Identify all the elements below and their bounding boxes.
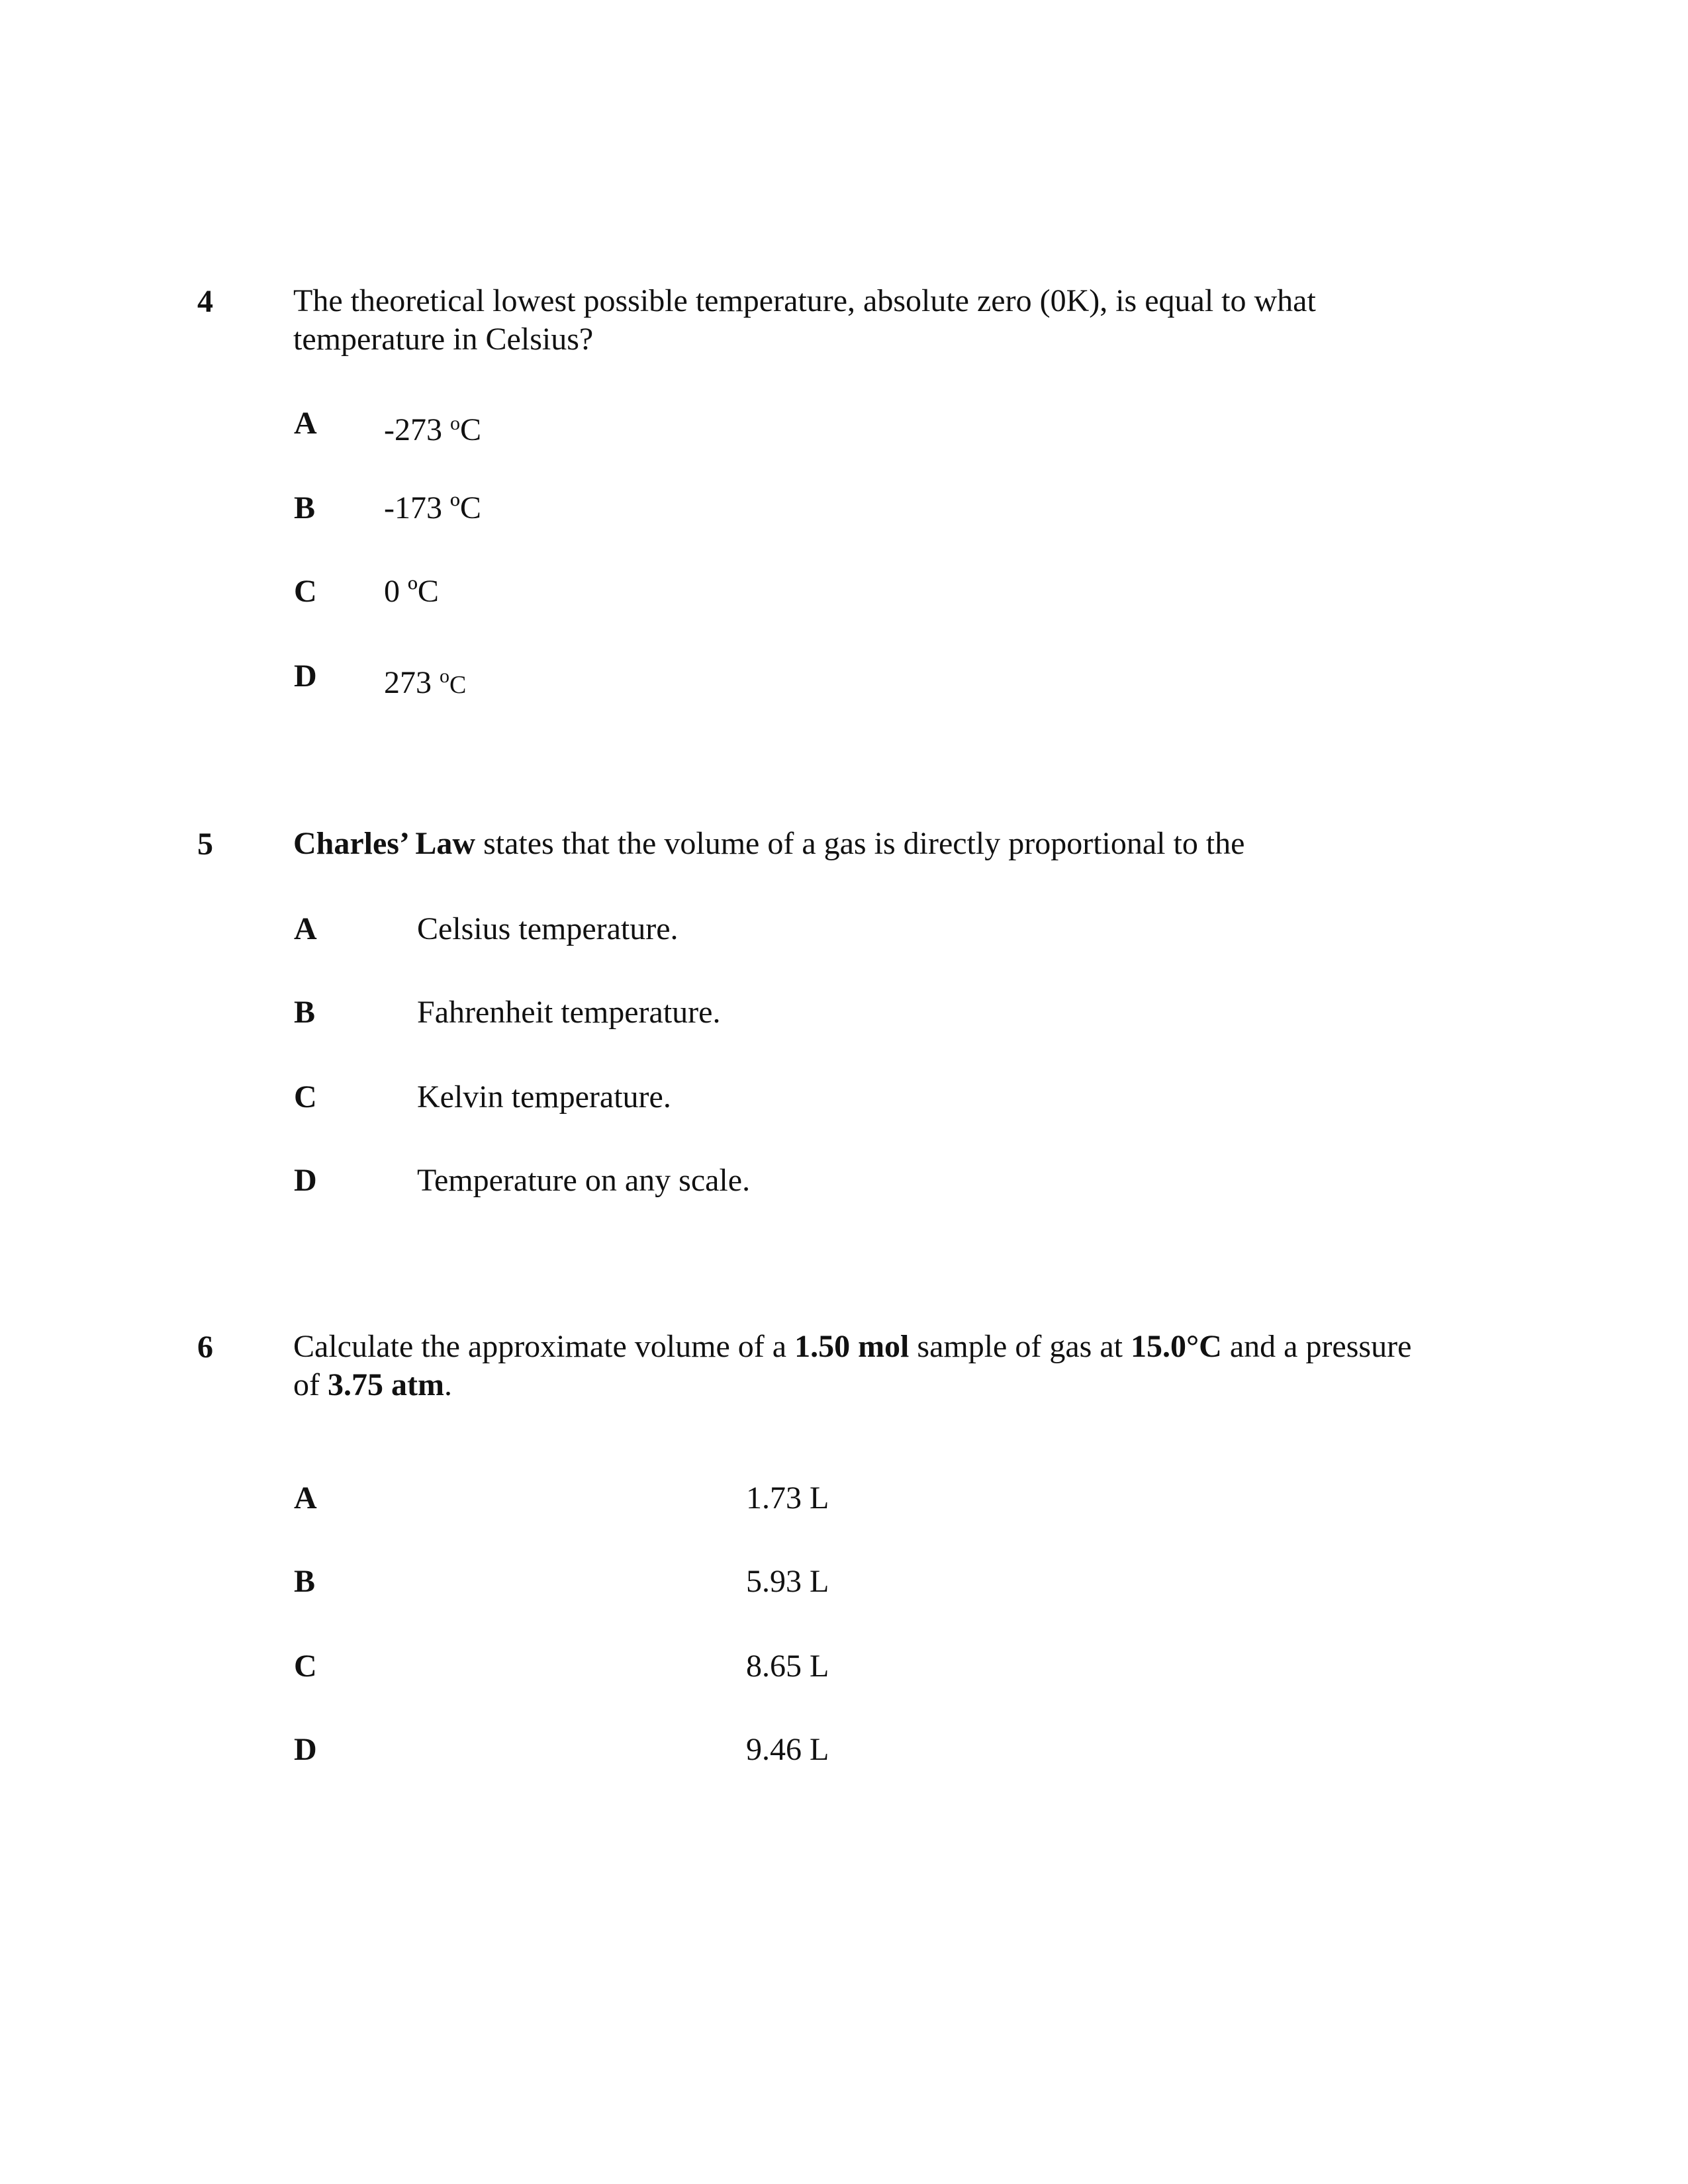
- question-4-option-d-text: [384, 658, 466, 704]
- question-4-number: 4: [197, 284, 213, 319]
- stem-bold-temperature: 15.0°C: [1130, 1329, 1222, 1364]
- option-unit: C: [459, 412, 481, 447]
- question-4-stem-line-2: temperature in Celsius?: [293, 322, 594, 357]
- stem-bold-moles: 1.50 mol: [794, 1329, 910, 1364]
- question-4-stem-line-1: The theoretical lowest possible temperature, absolute zero (0K), is equal to what: [293, 283, 1316, 318]
- question-4-option-a-letter: A: [294, 406, 317, 441]
- option-value: 273: [384, 665, 440, 700]
- question-6-number: 6: [197, 1330, 213, 1365]
- question-5-option-b-text: Fahrenheit temperature.: [417, 995, 721, 1030]
- question-6-option-d-text: 9.46 L: [746, 1732, 829, 1767]
- question-4-stem: [293, 282, 1316, 359]
- question-5-option-d-text: Temperature on any scale.: [417, 1163, 751, 1198]
- option-value: -273: [384, 412, 450, 447]
- question-6-stem: [293, 1328, 1411, 1404]
- question-5-option-d-letter: D: [294, 1163, 317, 1198]
- option-unit: C: [449, 671, 467, 699]
- question-6-stem-line-2: [293, 1366, 1411, 1404]
- question-5-option-a-letter: A: [294, 911, 317, 946]
- question-5-option-c-text: Kelvin temperature.: [417, 1079, 671, 1115]
- question-4-option-c-text: 0 ºC: [384, 574, 439, 609]
- question-4-option-d-letter: D: [294, 659, 317, 694]
- stem-text: and a pressure: [1221, 1329, 1412, 1364]
- question-4-option-a-text: [384, 405, 481, 449]
- question-5-stem-rest: states that the volume of a gas is directly proportional to the: [475, 826, 1245, 861]
- question-5-option-c-letter: C: [294, 1079, 317, 1115]
- question-6-option-a-letter: A: [294, 1480, 317, 1516]
- question-5-option-b-letter: B: [294, 995, 316, 1030]
- question-6-option-d-letter: D: [294, 1732, 317, 1767]
- question-6-option-b-text: 5.93 L: [746, 1564, 829, 1599]
- stem-bold-pressure: 3.75 atm: [327, 1367, 444, 1402]
- question-6-option-c-letter: C: [294, 1649, 317, 1684]
- question-5-stem: [293, 825, 1244, 863]
- question-5-stem-bold: Charles’ Law: [293, 826, 476, 861]
- question-5-number: 5: [197, 827, 213, 862]
- question-4-option-b-letter: B: [294, 490, 316, 525]
- stem-text: .: [444, 1367, 452, 1402]
- degree-symbol: o: [440, 665, 449, 687]
- question-5-option-a-text: Celsius temperature.: [417, 911, 679, 946]
- question-4-option-c-letter: C: [294, 574, 317, 609]
- stem-text: sample of gas at: [909, 1329, 1131, 1364]
- stem-text: of: [293, 1367, 328, 1402]
- degree-symbol: o: [449, 412, 460, 434]
- question-6-option-c-text: 8.65 L: [746, 1649, 829, 1684]
- question-6-option-b-letter: B: [294, 1564, 316, 1599]
- question-6-stem-line-1: [293, 1328, 1411, 1366]
- question-6-option-a-text: 1.73 L: [746, 1480, 829, 1516]
- stem-text: Calculate the approximate volume of a: [293, 1329, 795, 1364]
- question-4-option-b-text: -173 ºC: [384, 490, 481, 525]
